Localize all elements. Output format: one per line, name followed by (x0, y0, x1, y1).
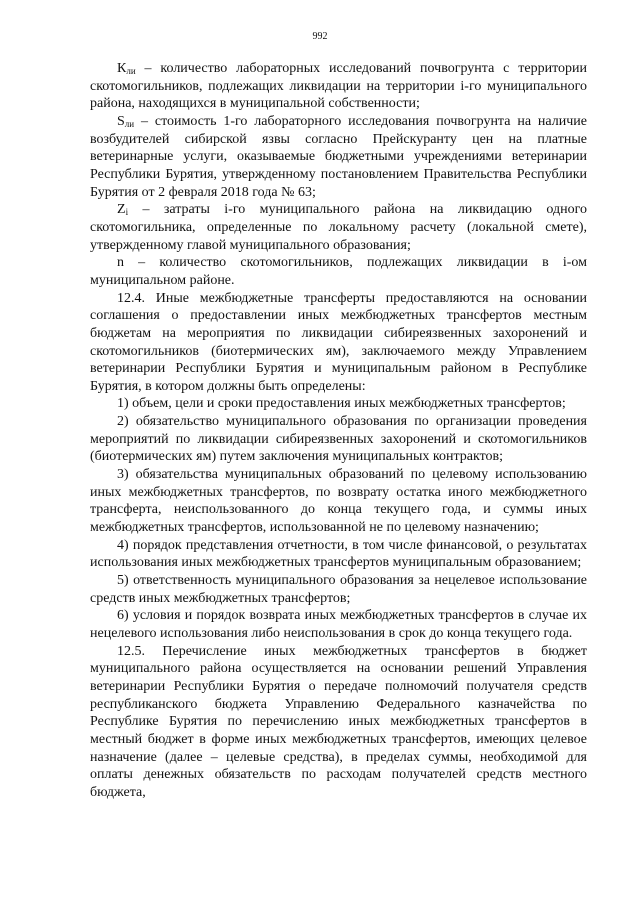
list-item-5: 5) ответственность муниципального образования за нецелевое использование средств иных межбюджетных трансфертов; (90, 573, 587, 606)
paragraph-text: – количество лабораторных исследований почвогрунта с территории скотомогильников, подлежащих ликвидации на территории i-го муниципального района, находящихся в муниципальной собственности; (90, 61, 587, 112)
list-item-4: 4) порядок представления отчетности, в том числе финансовой, о результатах использования иных межбюджетных трансфертов муниципальным образованием; (90, 537, 587, 571)
paragraph-n: n – количество скотомогильников, подлежащих ликвидации в i-ом муниципальном районе. (90, 255, 587, 288)
paragraph-12-4: 12.4. Иные межбюджетные трансферты предоставляются на основании соглашения о предоставлении иных межбюджетных трансфертов местным бюджетам на мероприятия по ликвидации сибиреязвенных захоронений и скотомогильников (биотермических ям), заключаемого между Управлением ветеринарии Республики Бурятия и муниципальным районом в Республике Бурятия, в котором должны быть определены: (90, 290, 587, 394)
page-number: 992 (312, 31, 328, 42)
variable-symbol: К (117, 61, 127, 76)
document-body (90, 60, 587, 802)
paragraph-s-li (90, 113, 587, 201)
variable-subscript: ли (126, 66, 136, 76)
variable-subscript: ли (124, 118, 135, 129)
list-item-2: 2) обязательство муниципального образования по организации проведения мероприятий по ликвидации сибиреязвенных захоронений и скотомогильников (биотермических ям) путем заключения муниципальных контрактов; (90, 414, 587, 465)
variable-symbol: S (117, 113, 125, 129)
list-item-3: 3) обязательства муниципальных образований по целевому использованию иных межбюджетных трансфертов, по возврату остатка иного межбюджетного трансферта, неиспользованного до конца текущего года, и суммы иных межбюджетных трансфертов, использованной не по целевому назначению; (90, 467, 587, 536)
paragraph-k-li (90, 60, 587, 113)
paragraph-z-i (90, 201, 587, 254)
paragraph-12-5: 12.5. Перечисление иных межбюджетных трансфертов в бюджет муниципального района осуществляется на основании решений Управления ветеринарии Республики Бурятия о передаче полномочий получателя средств республиканского бюджета Управлению Федерального казначейства по Республике Бурятия по перечислению иных межбюджетных трансфертов в местный бюджет в форме иных межбюджетных трансфертов, имеющих целевое назначение (далее – целевые средства), в пределах суммы, необходимой для оплаты денежных обязательств по расходам получателей средств местного бюджета, (90, 643, 587, 800)
variable-subscript: i (125, 207, 129, 218)
list-item-1: 1) объем, цели и сроки предоставления иных межбюджетных трансфертов; (117, 396, 566, 412)
paragraph-text: – затраты i-го муниципального района на ликвидацию одного скотомогильника, определенные по локальному расчету (локальной смете), утвержденному главой муниципального образования; (90, 202, 587, 253)
variable-symbol: Z (117, 202, 126, 218)
list-item-6: 6) условия и порядок возврата иных межбюджетных трансфертов в случае их нецелевого использования либо неиспользования в срок до конца текущего года. (90, 608, 587, 641)
paragraph-text: – стоимость 1-го лабораторного исследования почвогрунта на наличие возбудителей сибирской язвы согласно Прейскуранту цен на платные ветеринарные услуги, оказываемые бюджетными учреждениями ветеринарии Республики Бурятия, утвержденному постановлением Правительства Республики Бурятия от 2 февраля 2018 года № 63; (90, 113, 587, 200)
